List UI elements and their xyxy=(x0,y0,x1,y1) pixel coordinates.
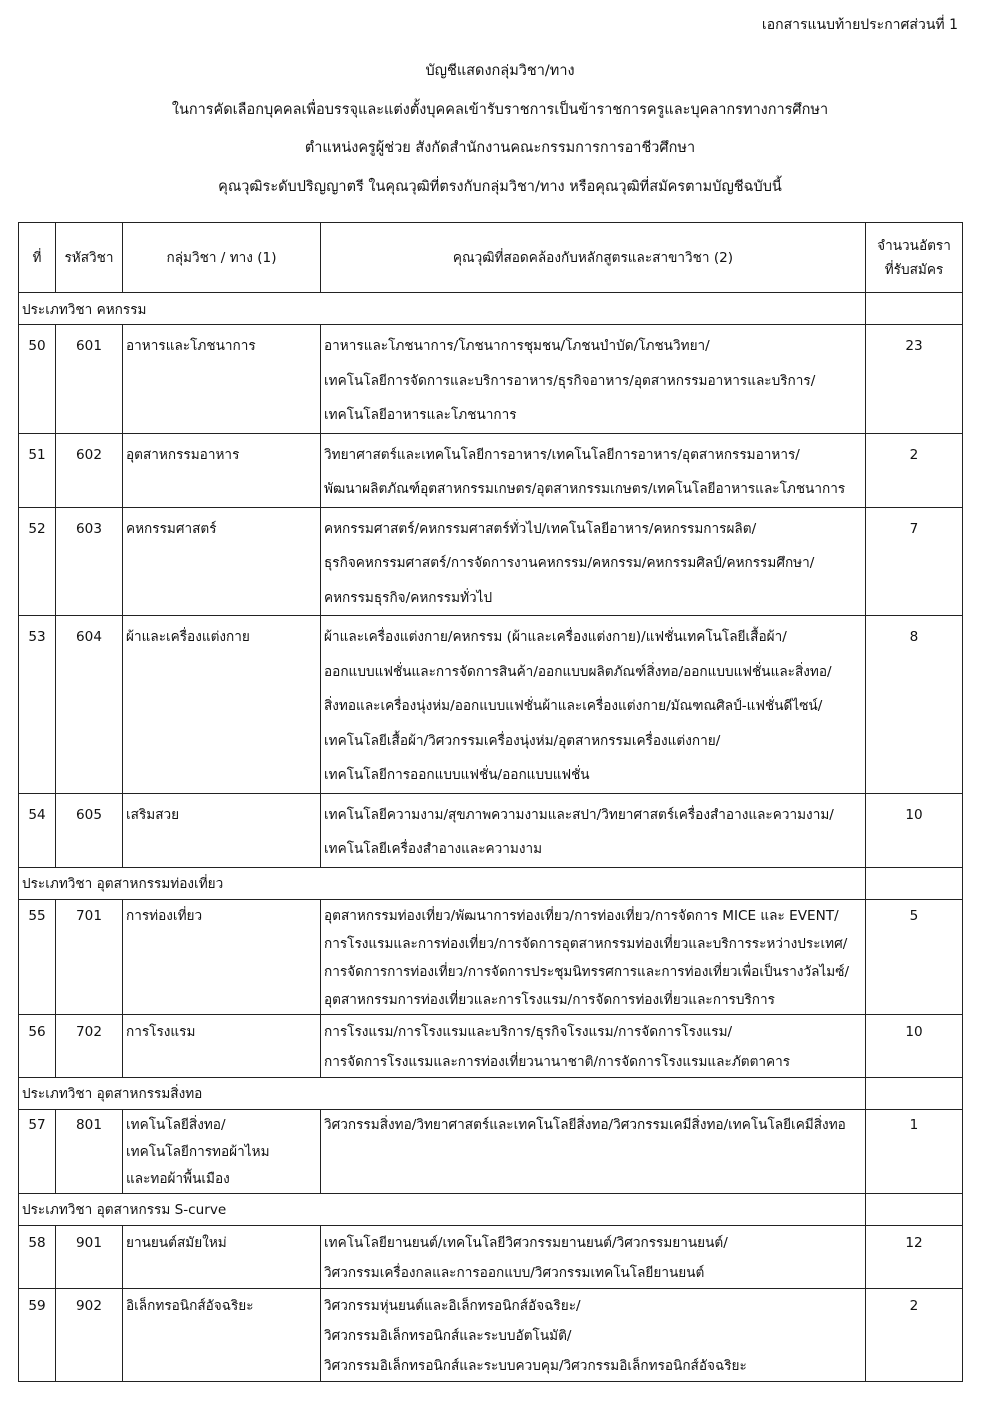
group-line: ผ้าและเครื่องแต่งกาย xyxy=(126,629,250,645)
subject-code: 901 xyxy=(56,1225,123,1288)
row-number: 52 xyxy=(19,507,56,616)
category-row xyxy=(19,867,963,899)
group-line: การท่องเที่ยว xyxy=(126,907,203,924)
qualification-list xyxy=(321,793,866,867)
position-count: 2 xyxy=(866,1288,963,1381)
group-line: และทอผ้าพื้นเมือง xyxy=(126,1170,230,1187)
qualification-line: คหกรรมธุรกิจ/คหกรรมทั่วไป xyxy=(324,589,493,606)
header-count-line1: จำนวนอัตรา xyxy=(877,237,951,254)
qualification-line: เทคโนโลยียานยนต์/เทคโนโลยีวิศวกรรมยานยนต์/วิศวกรรมยานยนต์/ xyxy=(324,1234,728,1251)
subject-code: 801 xyxy=(56,1109,123,1193)
qualification-line: เทคโนโลยีเครื่องสำอางและความงาม xyxy=(324,841,543,857)
qualification-line: เทคโนโลยีอาหารและโภชนาการ xyxy=(324,407,517,423)
qualification-line: เทคโนโลยีการออกแบบแฟชั่น/ออกแบบแฟชั่น xyxy=(324,767,590,783)
category-row xyxy=(19,1077,963,1109)
qualification-line: พัฒนาผลิตภัณฑ์อุตสาหกรรมเกษตร/อุตสาหกรรมเกษตร/เทคโนโลยีอาหารและโภชนาการ xyxy=(324,481,846,497)
subject-group xyxy=(123,507,321,616)
title-line: คุณวุฒิระดับปริญญาตรี ในคุณวุฒิที่ตรงกับกลุ่มวิชา/ทาง หรือคุณวุฒิที่สมัครตามบัญชีฉบับนี้ xyxy=(218,178,782,195)
qualification-line: วิศวกรรมหุ่นยนต์และอิเล็กทรอนิกส์อัจฉริยะ/ xyxy=(324,1297,581,1314)
position-count: 5 xyxy=(866,899,963,1014)
subject-table xyxy=(18,222,963,1382)
subject-code: 702 xyxy=(56,1014,123,1077)
group-line: เทคโนโลยีสิ่งทอ/ xyxy=(126,1116,226,1133)
position-count: 1 xyxy=(866,1109,963,1193)
category-label: ประเภทวิชา คหกรรม xyxy=(19,293,866,325)
table-row xyxy=(19,1225,963,1288)
header-group: กลุ่มวิชา / ทาง (1) xyxy=(123,223,321,293)
group-line: ยานยนต์สมัยใหม่ xyxy=(126,1234,227,1251)
qualification-line: วิทยาศาสตร์และเทคโนโลยีการอาหาร/เทคโนโลยีการอาหาร/อุตสาหกรรมอาหาร/ xyxy=(324,446,800,463)
title-line: บัญชีแสดงกลุ่มวิชา/ทาง xyxy=(425,63,575,79)
group-line: เสริมสวย xyxy=(126,806,180,823)
table-row xyxy=(19,507,963,616)
subject-code: 602 xyxy=(56,433,123,507)
qualification-line: ธุรกิจคหกรรมศาสตร์/การจัดการงานคหกรรม/คหกรรม/คหกรรมศิลป์/คหกรรมศึกษา/ xyxy=(324,555,815,571)
subject-code: 603 xyxy=(56,507,123,616)
subject-group xyxy=(123,899,321,1014)
row-number: 55 xyxy=(19,899,56,1014)
qualification-line: วิศวกรรมอิเล็กทรอนิกส์และระบบควบคุม/วิศวกรรมอิเล็กทรอนิกส์อัจฉริยะ xyxy=(324,1357,747,1374)
subject-code: 601 xyxy=(56,325,123,434)
qualification-list xyxy=(321,1014,866,1077)
group-line: อาหารและโภชนาการ xyxy=(126,338,256,354)
annex-label: เอกสารแนบท้ายประกาศส่วนที่ 1 xyxy=(761,17,958,33)
subject-group xyxy=(123,1109,321,1193)
row-number: 54 xyxy=(19,793,56,867)
category-label: ประเภทวิชา อุตสาหกรรมท่องเที่ยว xyxy=(19,867,866,899)
qualification-line: เทคโนโลยีการจัดการและบริการอาหาร/ธุรกิจอาหาร/อุตสาหกรรมอาหารและบริการ/ xyxy=(324,372,816,389)
position-count: 23 xyxy=(866,325,963,434)
category-count-cell xyxy=(866,1193,963,1225)
subject-group xyxy=(123,325,321,434)
category-label: ประเภทวิชา อุตสาหกรรม S-curve xyxy=(19,1193,866,1225)
row-number: 57 xyxy=(19,1109,56,1193)
table-row xyxy=(19,325,963,434)
position-count: 12 xyxy=(866,1225,963,1288)
qualification-line: การจัดการการท่องเที่ยว/การจัดการประชุมนิทรรศการและการท่องเที่ยวเพื่อเป็นรางวัลไมซ์/ xyxy=(324,963,850,980)
qualification-line: อุตสาหกรรมท่องเที่ยว/พัฒนาการท่องเที่ยว/การท่องเที่ยว/การจัดการ MICE และ EVENT/ xyxy=(324,907,839,924)
row-number: 51 xyxy=(19,433,56,507)
subject-code: 902 xyxy=(56,1288,123,1381)
category-row xyxy=(19,1193,963,1225)
title-line: ตำแหน่งครูผู้ช่วย สังกัดสำนักงานคณะกรรมการการอาชีวศึกษา xyxy=(304,140,696,156)
table-row xyxy=(19,1014,963,1077)
qualification-line: อุตสาหกรรมการท่องเที่ยวและการโรงแรม/การจัดการท่องเที่ยวและการบริการ xyxy=(324,991,775,1008)
qualification-line: คหกรรมศาสตร์/คหกรรมศาสตร์ทั่วไป/เทคโนโลยีอาหาร/คหกรรมการผลิต/ xyxy=(324,520,757,537)
position-count: 2 xyxy=(866,433,963,507)
table-row xyxy=(19,793,963,867)
qualification-list xyxy=(321,1109,866,1193)
header-code: รหัสวิชา xyxy=(56,223,123,293)
group-line: การโรงแรม xyxy=(126,1023,196,1040)
title-line: ในการคัดเลือกบุคคลเพื่อบรรจุและแต่งตั้งบุคคลเข้ารับราชการเป็นข้าราชการครูและบุคลากรทางการศึกษา xyxy=(171,101,829,118)
qualification-list xyxy=(321,1288,866,1381)
row-number: 59 xyxy=(19,1288,56,1381)
qualification-list xyxy=(321,899,866,1014)
qualification-list xyxy=(321,433,866,507)
qualification-list xyxy=(321,325,866,434)
table-row xyxy=(19,1109,963,1193)
subject-code: 701 xyxy=(56,899,123,1014)
row-number: 50 xyxy=(19,325,56,434)
subject-code: 605 xyxy=(56,793,123,867)
qualification-list xyxy=(321,616,866,794)
qualification-list xyxy=(321,507,866,616)
group-line: คหกรรมศาสตร์ xyxy=(126,520,217,537)
row-number: 53 xyxy=(19,616,56,794)
qualification-line: วิศวกรรมสิ่งทอ/วิทยาศาสตร์และเทคโนโลยีสิ่งทอ/วิศวกรรมเคมีสิ่งทอ/เทคโนโลยีเคมีสิ่งทอ xyxy=(324,1116,846,1133)
qualification-list xyxy=(321,1225,866,1288)
row-number: 58 xyxy=(19,1225,56,1288)
header-qualification: คุณวุฒิที่สอดคล้องกับหลักสูตรและสาขาวิชา (2) xyxy=(321,223,866,293)
subject-group xyxy=(123,616,321,794)
group-line: อุตสาหกรรมอาหาร xyxy=(126,446,240,463)
subject-group xyxy=(123,1288,321,1381)
header-count-line2: ที่รับสมัคร xyxy=(884,261,944,278)
qualification-line: อาหารและโภชนาการ/โภชนาการชุมชน/โภชนบำบัด/โภชนวิทยา/ xyxy=(324,338,710,354)
header-no: ที่ xyxy=(19,223,56,293)
position-count: 7 xyxy=(866,507,963,616)
table-row xyxy=(19,616,963,794)
qualification-line: เทคโนโลยีความงาม/สุขภาพความงามและสปา/วิทยาศาสตร์เครื่องสำอางและความงาม/ xyxy=(324,806,834,823)
category-row xyxy=(19,293,963,325)
group-line: อิเล็กทรอนิกส์อัจฉริยะ xyxy=(126,1297,254,1314)
subject-group xyxy=(123,433,321,507)
qualification-line: วิศวกรรมอิเล็กทรอนิกส์และระบบอัตโนมัติ/ xyxy=(324,1327,572,1344)
qualification-line: การโรงแรม/การโรงแรมและบริการ/ธุรกิจโรงแรม/การจัดการโรงแรม/ xyxy=(324,1023,733,1040)
table-row xyxy=(19,1288,963,1381)
subject-group xyxy=(123,1014,321,1077)
qualification-line: การโรงแรมและการท่องเที่ยว/การจัดการอุตสาหกรรมท่องเที่ยวและบริการระหว่างประเทศ/ xyxy=(324,935,848,952)
qualification-line: ออกแบบแฟชั่นและการจัดการสินค้า/ออกแบบผลิตภัณฑ์สิ่งทอ/ออกแบบแฟชั่นและสิ่งทอ/ xyxy=(324,663,832,680)
category-count-cell xyxy=(866,1077,963,1109)
qualification-line: ผ้าและเครื่องแต่งกาย/คหกรรม (ผ้าและเครื่องแต่งกาย)/แฟชั่นเทคโนโลยีเสื้อผ้า/ xyxy=(324,629,787,645)
subject-code: 604 xyxy=(56,616,123,794)
table-row xyxy=(19,899,963,1014)
subject-group xyxy=(123,1225,321,1288)
group-line: เทคโนโลยีการทอผ้าไหม xyxy=(126,1143,270,1160)
position-count: 10 xyxy=(866,793,963,867)
table-header xyxy=(19,223,963,293)
qualification-line: วิศวกรรมเครื่องกลและการออกแบบ/วิศวกรรมเทคโนโลยียานยนต์ xyxy=(324,1264,705,1281)
position-count: 10 xyxy=(866,1014,963,1077)
category-count-cell xyxy=(866,293,963,325)
row-number: 56 xyxy=(19,1014,56,1077)
position-count: 8 xyxy=(866,616,963,794)
qualification-line: เทคโนโลยีเสื้อผ้า/วิศวกรรมเครื่องนุ่งห่ม/อุตสาหกรรมเครื่องแต่งกาย/ xyxy=(324,732,721,749)
header-count xyxy=(866,223,963,293)
subject-group xyxy=(123,793,321,867)
table-row xyxy=(19,433,963,507)
document-title xyxy=(0,52,1000,206)
qualification-line: การจัดการโรงแรมและการท่องเที่ยวนานาชาติ/การจัดการโรงแรมและภัตตาคาร xyxy=(324,1053,791,1070)
category-label: ประเภทวิชา อุตสาหกรรมสิ่งทอ xyxy=(19,1077,866,1109)
category-count-cell xyxy=(866,867,963,899)
qualification-line: สิ่งทอและเครื่องนุ่งห่ม/ออกแบบแฟชั่นผ้าและเครื่องแต่งกาย/มัณฑณศิลป์-แฟชั่นดีไซน์/ xyxy=(324,698,823,714)
